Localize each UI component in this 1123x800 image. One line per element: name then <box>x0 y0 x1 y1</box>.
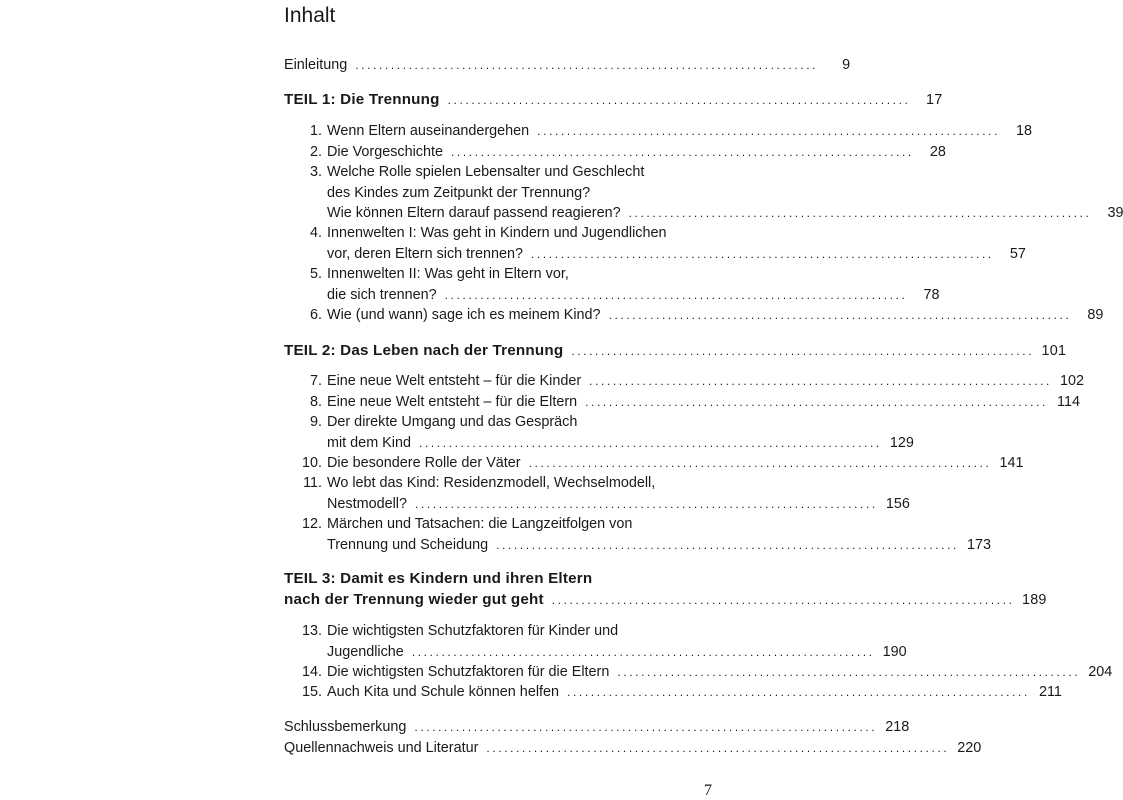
dot-leader: .............................................................................. <box>444 287 908 302</box>
chapter-title: Auch Kita und Schule können helfen <box>327 684 560 700</box>
page-number: 18 <box>1016 123 1033 139</box>
toc-entry-einleitung[interactable] <box>284 55 851 76</box>
chapter-number: 5. <box>309 266 322 282</box>
part-title-line: TEIL 3: Damit es Kindern und ihren Eltern <box>284 570 593 587</box>
chapter-title-line: Der direkte Umgang und das Gespräch <box>327 414 578 430</box>
chapter-title-line: Nestmodell? <box>327 495 407 512</box>
chapter-number: 12. <box>301 516 322 532</box>
dot-leader: .............................................................................. <box>447 93 911 107</box>
chapter-title-line: vor, deren Eltern sich trennen? <box>327 245 523 262</box>
toc-chapter-5[interactable] <box>284 264 940 305</box>
chapter-number: 13. <box>301 623 322 639</box>
dot-leader: .............................................................................. <box>585 395 1048 409</box>
chapter-number: 14. <box>301 664 322 680</box>
dot-leader: .............................................................................. <box>414 720 878 734</box>
dot-leader: .............................................................................. <box>415 496 878 511</box>
dot-leader: .............................................................................. <box>528 456 992 470</box>
toc-chapter-10[interactable] <box>284 453 1024 474</box>
dot-leader: .............................................................................. <box>589 374 1052 388</box>
chapter-title-line: Jugendliche <box>327 643 404 660</box>
entry-title: Quellennachweis und Literatur <box>284 740 479 756</box>
page-number: 220 <box>957 740 982 756</box>
part-title-line: nach der Trennung wieder gut geht <box>284 590 544 608</box>
toc-chapter-11[interactable] <box>284 473 910 514</box>
toc-part-3[interactable] <box>284 569 1047 610</box>
part-title: TEIL 2: Das Leben nach der Trennung <box>284 342 564 359</box>
chapter-number: 4. <box>309 225 322 241</box>
part-title: TEIL 1: Die Trennung <box>284 91 440 108</box>
chapter-number: 15. <box>301 684 322 700</box>
page-number: 89 <box>1087 307 1104 323</box>
toc-entry-quellennachweis[interactable] <box>284 738 982 759</box>
page-number: 129 <box>889 434 914 451</box>
toc-part-2[interactable] <box>284 341 1067 362</box>
toc-chapter-7[interactable] <box>284 371 1084 392</box>
toc-chapter-4[interactable] <box>284 223 1026 264</box>
toc-part-1[interactable] <box>284 90 943 111</box>
chapter-number: 10. <box>301 455 322 471</box>
chapter-title: Die besondere Rolle der Väter <box>327 455 521 471</box>
entry-title: Einleitung <box>284 57 348 73</box>
entry-title: Schlussbemerkung <box>284 719 407 735</box>
page-title: Inhalt <box>284 4 336 27</box>
dot-leader: .............................................................................. <box>355 58 819 72</box>
chapter-title: Wenn Eltern auseinandergehen <box>327 123 530 139</box>
page-number: 28 <box>929 144 946 160</box>
page-number: 57 <box>1009 245 1026 262</box>
page-number: 211 <box>1038 684 1062 700</box>
chapter-title-line: Innenwelten I: Was geht in Kindern und Jugendlichen <box>327 225 667 241</box>
toc-chapter-1[interactable] <box>284 121 1033 142</box>
page-number: 189 <box>1021 591 1047 608</box>
toc-chapter-12[interactable] <box>284 514 991 555</box>
toc-chapter-13[interactable] <box>284 621 907 662</box>
chapter-title: Wie (und wann) sage ich es meinem Kind? <box>327 307 601 323</box>
page-number: 17 <box>926 92 943 108</box>
toc-chapter-2[interactable] <box>284 142 946 163</box>
dot-leader: .............................................................................. <box>531 246 994 261</box>
page-folio: 7 <box>704 782 712 799</box>
page-number: 39 <box>1107 205 1123 221</box>
chapter-title-line: Wo lebt das Kind: Residenzmodell, Wechselmodell, <box>327 475 656 491</box>
chapter-title: Eine neue Welt entsteht – für die Kinder <box>327 373 582 389</box>
chapter-number: 2. <box>309 144 322 160</box>
chapter-number: 3. <box>309 164 322 180</box>
dot-leader: .............................................................................. <box>496 537 959 552</box>
dot-leader: .............................................................................. <box>608 308 1072 322</box>
dot-leader: .............................................................................. <box>486 741 950 755</box>
chapter-title-line: Welche Rolle spielen Lebensalter und Geschlecht <box>327 164 645 180</box>
toc-page <box>284 0 1123 800</box>
dot-leader: .............................................................................. <box>451 145 914 159</box>
dot-leader: .............................................................................. <box>411 644 875 659</box>
chapter-number: 8. <box>309 394 322 410</box>
page-number: 190 <box>882 643 907 660</box>
toc-chapter-14[interactable] <box>284 662 1113 683</box>
dot-leader: .............................................................................. <box>617 665 1081 679</box>
dot-leader: .............................................................................. <box>628 206 1092 220</box>
chapter-number: 1. <box>309 123 322 139</box>
dot-leader: .............................................................................. <box>418 435 882 450</box>
dot-leader: .............................................................................. <box>537 124 1001 138</box>
chapter-title-line: Märchen und Tatsachen: die Langzeitfolgen von <box>327 516 633 532</box>
toc-chapter-3[interactable] <box>284 162 1123 224</box>
page-number: 101 <box>1041 343 1067 359</box>
page-number: 218 <box>885 719 910 735</box>
toc-chapter-8[interactable] <box>284 392 1080 413</box>
dot-leader: .............................................................................. <box>551 592 1015 607</box>
page-number: 114 <box>1057 394 1080 410</box>
dot-leader: .............................................................................. <box>571 344 1035 358</box>
chapter-title: Eine neue Welt entsteht – für die Eltern <box>327 394 578 410</box>
toc-chapter-9[interactable] <box>284 412 914 453</box>
page-number: 102 <box>1059 373 1084 389</box>
toc-entry-schlussbemerkung[interactable] <box>284 717 910 738</box>
chapter-number: 11. <box>303 475 322 491</box>
chapter-number: 9. <box>309 414 322 430</box>
chapter-title: Die Vorgeschichte <box>327 144 443 160</box>
dot-leader: .............................................................................. <box>567 685 1030 699</box>
toc-chapter-6[interactable] <box>284 305 1104 326</box>
chapter-title-line: des Kindes zum Zeitpunkt der Trennung? <box>327 184 591 201</box>
page-number: 141 <box>999 455 1024 471</box>
page-number: 156 <box>885 495 910 512</box>
chapter-title-line: Wie können Eltern darauf passend reagieren? <box>327 205 621 221</box>
chapter-title-line: Die wichtigsten Schutzfaktoren für Kinder und <box>327 623 619 639</box>
page-number: 78 <box>923 286 940 303</box>
page-number: 204 <box>1088 664 1113 680</box>
chapter-number: 6. <box>309 307 322 323</box>
chapter-number: 7. <box>309 373 322 389</box>
chapter-title: Die wichtigsten Schutzfaktoren für die Eltern <box>327 664 610 680</box>
toc-chapter-15[interactable] <box>284 682 1062 703</box>
chapter-title-line: Trennung und Scheidung <box>327 536 489 553</box>
chapter-title-line: mit dem Kind <box>327 434 411 451</box>
page-number: 9 <box>842 57 851 73</box>
chapter-title-line: die sich trennen? <box>327 286 437 303</box>
chapter-title-line: Innenwelten II: Was geht in Eltern vor, <box>327 266 569 282</box>
page-number: 173 <box>966 536 991 553</box>
